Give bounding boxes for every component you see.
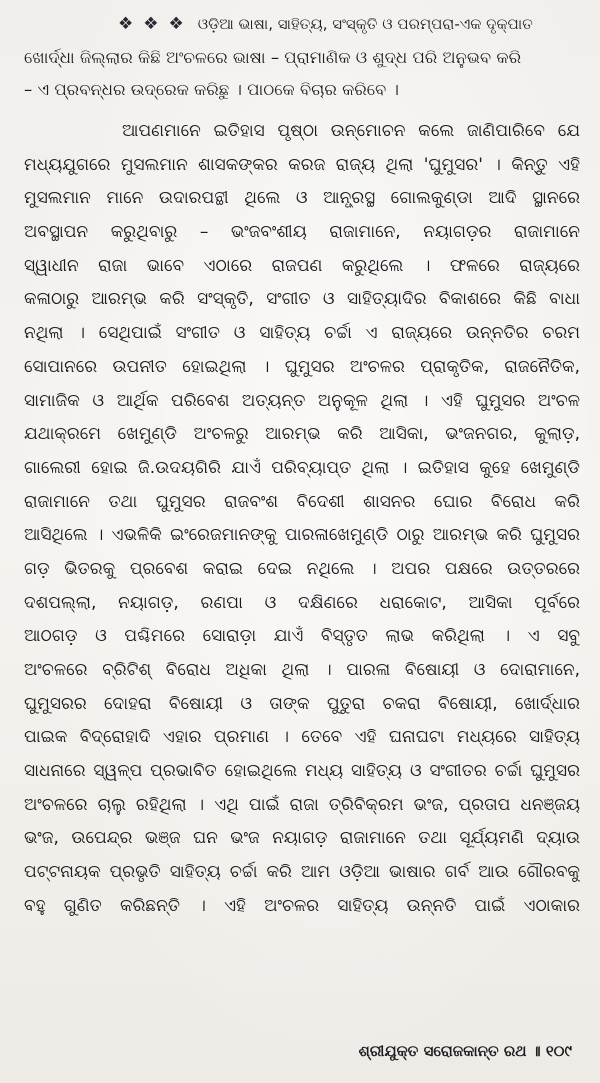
header-ornaments: [118, 14, 184, 34]
text-line: ରାଜାମାନେ ତଥା ଘୁମୁସର ରାଜବଂଶ ବିଦେଶୀ ଶାସନର ଘୋର ବିରୋଧ କରି: [24, 491, 580, 512]
text-line: ପଟ୍ଟନାୟକ ପ୍ରଭୃତି ସାହିତ୍ୟ ଚର୍ଚ୍ଚା କରି ଆମ ଓଡ଼ିଆ ଭାଷାର ଗର୍ବ ଆଉ ଗୌରବକୁ: [24, 862, 580, 883]
running-title: ଓଡ଼ିଆ ଭାଷା, ସାହିତ୍ୟ, ସଂସ୍କୃତି ଓ ପରମ୍ପରା-ଏକ ଦୃକ୍ପାତ: [197, 15, 533, 33]
text-line: ଯଥାକ୍ରମେ ଖେମୁଣ୍ଡି ଅଂଚଳରୁ ଆରମ୍ଭ କରି ଆସିକା, ଭଂଜନଗର, କୁଲାଡ଼,: [24, 424, 580, 445]
text-line: ପାଇକ ବିଦ୍ରୋହାଦି ଏହାର ପ୍ରମାଣ । ତେବେ ଏହି ଘନାଘଟା ମଧ୍ୟରେ ସାହିତ୍ୟ: [24, 727, 580, 748]
text-line: ଆସିଥିଲେ । ଏଭଳିକି ଇଂରେଜମାନଙ୍କୁ ପାରଳାଖେମୁଣ୍ଡି ଠାରୁ ଆରମ୍ଭ କରି ଘୁମୁସର: [24, 525, 580, 546]
text-line: ମୁସଲମାନ ମାନେ ଉଦାରପନ୍ଥୀ ଥିଲେ ଓ ଆନ୍ଧ୍ରସ୍ଥ ଗୋଲକୁଣ୍ଡା ଆଦି ସ୍ଥାନରେ: [24, 188, 580, 209]
text-line: ଅଂଚଳରେ ବ୍ରିଟିଶ୍ ବିରୋଧ ଅଧିକା ଥିଲା । ପାରଳା ବିଷୋୟୀ ଓ ଦୋରାମାନେ,: [24, 660, 580, 680]
ornament-icon: ❖: [168, 14, 184, 34]
text-line: ମଧ୍ୟଯୁଗରେ ମୁସଲମାନ ଶାସକଙ୍କର କରଜ ରାଜ୍ୟ ଥିଲା 'ଘୁମୁସର' । କିନ୍ତୁ ଏହି: [24, 154, 580, 175]
text-line: ସୋପାନରେ ଉପନୀତ ହୋଇଥିଲା । ଘୁମୁସର ଅଂଚଳର ପ୍ରାକୃତିକ, ରାଜନୈତିକ,: [24, 356, 580, 377]
body-paragraph: [24, 115, 580, 924]
text-line: ଗଡ଼ ଭିତରକୁ ପ୍ରବେଶ କରାଇ ଦେଇ ନଥିଲେ । ଅପର ପକ୍ଷରେ ଉତ୍ତରରେ: [24, 558, 580, 579]
text-line: ଆପଣମାନେ ଇତିହାସ ପୃଷ୍ଠା ଉନ୍ମୋଚନ କଲେ ଜାଣିପାରିବେ ଯେ: [122, 121, 580, 141]
ornament-icon: ❖: [143, 14, 159, 34]
text-line: ଦଶପଲ୍ଲା, ନୟାଗଡ଼, ରଣପା ଓ ଦକ୍ଷିଣରେ ଧରାକୋଟ, ଆସିକା ପୂର୍ବରେ: [24, 592, 580, 613]
text-line: ସ୍ୱାଧୀନ ରାଜା ଭାବେ ଏଠାରେ ରାଜପଣ କରୁଥିଲେ । ଫଳରେ ରାଜ୍ୟରେ: [24, 255, 580, 276]
text-line: ଘୁମୁସରର ଦୋହରା ବିଷୋୟୀ ଓ ତାଙ୍କ ପୁତୁରା ଚକରା ବିଷୋୟୀ, ଖୋର୍ଦ୍ଧାର: [24, 693, 580, 714]
footer-separator: ॥: [531, 1042, 541, 1060]
text-line: – ଏ ପ୍ରବନ୍ଧର ଉଦ୍ରେକ କରିଛୁ । ପାଠକେ ବିଚାର କରିବେ ।: [24, 80, 399, 99]
text-line: ଭଂଜ, ଉପେନ୍ଦ୍ର ଭଞ୍ଜ ଘନ ଭଂଜ ନୟାଗଡ଼ ରାଜାମାନେ ତଥା ସୂର୍ଯ୍ୟମଣି ଦ୍ୟାଉ: [24, 828, 580, 849]
page-number: ୧୦୯: [545, 1042, 572, 1060]
page-footer: [359, 1042, 572, 1060]
text-line: ନଥିଲା । ସେଥିପାଇଁ ସଂଗୀତ ଓ ସାହିତ୍ୟ ଚର୍ଚ୍ଚା ଏ ରାଜ୍ୟରେ ଉନ୍ନତିର ଚରମ: [24, 323, 580, 344]
page-header: [118, 12, 588, 36]
text-line: ସାମାଜିକ ଓ ଆର୍ଥିକ ପରିବେଶ ଅତ୍ୟନ୍ତ ଅନୁକୂଳ ଥିଲା । ଏହି ଘୁମୁସର ଅଂଚଳ: [24, 390, 580, 411]
ornament-icon: ❖: [118, 14, 134, 34]
intro-paragraph: [24, 42, 576, 106]
text-line: ଅଂଚଳରେ ଚାଲୁ ରହିଥିଲା । ଏଥି ପାଇଁ ରାଜା ତ୍ରିବିକ୍ରମ ଭଂଜ, ପ୍ରତାପ ଧନଞ୍ଜୟ: [24, 794, 580, 815]
text-line: ସାଧନାରେ ସ୍ୱଳ୍ପ ପ୍ରଭାବିତ ହୋଇଥିଲେ ମଧ୍ୟ ସାହିତ୍ୟ ଓ ସଂଗୀତର ଚର୍ଚ୍ଚା ଘୁମୁସର: [24, 761, 580, 782]
text-line: ଗାଲେରୀ ହୋଇ ଜି.ଉଦୟଗିରି ଯାଏଁ ପରିବ୍ୟାପ୍ତ ଥିଲା । ଇତିହାସ କୁହେ ଖେମୁଣ୍ଡି: [24, 457, 580, 478]
text-line: ବହୁ ଗୁଣିତ କରିଛନ୍ତି । ଏହି ଅଂଚଳର ସାହିତ୍ୟ ଉନ୍ନତି ପାଇଁ ଏଠାକାର: [24, 895, 580, 916]
text-line: ଆଠଗଡ଼ ଓ ପଶ୍ଚିମରେ ସୋରାଡ଼ା ଯାଏଁ ବିସ୍ତୃତ ଲାଭ କରିଥିଲା । ଏ ସବୁ: [24, 626, 580, 647]
text-line: ଖୋର୍ଦ୍ଧା ଜିଲ୍ଲାର କିଛି ଅଂଚଳରେ ଭାଷା – ପ୍ରାମାଣିକ ଓ ଶୁଦ୍ଧ ପରି ଅନୁଭବ କରି: [24, 48, 522, 67]
text-line: ଅବସ୍ଥାପନ କରୁଥିବାରୁ – ଭଂଜବଂଶୀୟ ରାଜାମାନେ, ନୟାଗଡ଼ର ରାଜାମାନେ: [24, 222, 580, 243]
author-name: ଶ୍ରୀଯୁକ୍ତ ସରୋଜକାନ୍ତ ରଥ: [358, 1042, 527, 1060]
text-line: କଳାଠାରୁ ଆରମ୍ଭ କରି ସଂସ୍କୃତି, ସଂଗୀତ ଓ ସାହିତ୍ୟାଦିର ବିକାଶରେ କିଛି ବାଧା: [24, 289, 580, 310]
